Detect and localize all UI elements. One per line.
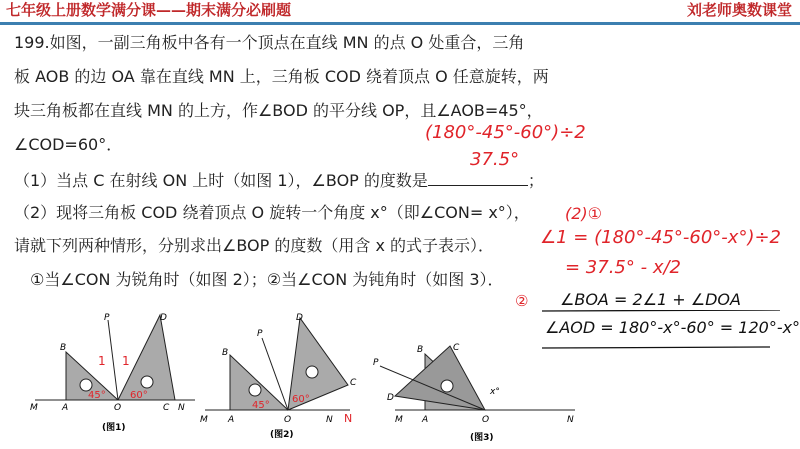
mark: 45°: [252, 400, 270, 411]
header: [0, 0, 800, 22]
caption: (图3): [470, 433, 494, 443]
label: C: [453, 343, 460, 353]
label: D: [296, 313, 303, 323]
question-2-line: （2）现将三角板 COD 绕着顶点 O 旋转一个角度 x°（即∠CON= x°），: [14, 203, 530, 222]
figure-3: [365, 340, 580, 448]
figure-1: [30, 310, 200, 445]
label: B: [222, 348, 229, 358]
label: N: [326, 415, 333, 425]
label: B: [417, 345, 424, 355]
handwritten-answer: 37.5°: [470, 149, 520, 170]
label: O: [482, 415, 490, 425]
problem-line: 199.如图，一副三角板中各有一个顶点在直线 MN 的点 O 处重合，三角: [14, 33, 525, 52]
handwritten-eq: ∠BOA = 2∠1 + ∠DOA: [560, 290, 741, 309]
label: C: [163, 403, 170, 413]
label: P: [104, 313, 110, 323]
handwritten-calc: (180°-45°-60°)÷2: [425, 122, 586, 143]
label: B: [60, 343, 67, 353]
label: x°: [490, 387, 500, 397]
handwritten-eq: = 37.5° - x/2: [565, 257, 681, 278]
handwritten-case-label: ②: [515, 292, 529, 310]
question-2-line: 请就下列两种情形，分别求出∠BOP 的度数（用含 x 的式子表示）．: [14, 236, 495, 255]
handwritten-eq: ∠AOD = 180°-x°-60° = 120°-x°: [545, 318, 800, 337]
label: P: [373, 358, 379, 368]
label: O: [114, 403, 122, 413]
question-2-line: ①当∠CON 为锐角时（如图 2）；②当∠CON 为钝角时（如图 3）．: [30, 270, 504, 289]
label: M: [30, 403, 38, 413]
mark: 60°: [292, 394, 310, 405]
mark: 45°: [88, 390, 106, 401]
label: O: [284, 415, 292, 425]
q1-suffix: ；: [527, 171, 544, 190]
label: N: [567, 415, 574, 425]
label: A: [422, 415, 429, 425]
mark: 60°: [130, 390, 148, 401]
header-divider: [0, 22, 800, 25]
label: C: [350, 378, 357, 388]
brand: 刘老师奥数课堂: [686, 1, 792, 19]
q1-text: （1）当点 C 在射线 ON 上时（如图 1），∠BOP 的度数是: [14, 171, 428, 190]
problem-line: 块三角板都在直线 MN 的上方，作∠BOD 的平分线 OP，且∠AOB=45°，: [14, 101, 543, 120]
mark: N: [344, 412, 353, 425]
caption: (图2): [270, 430, 294, 440]
answer-blank: [428, 171, 528, 186]
handwritten-eq: ∠1 = (180°-45°-60°-x°)÷2: [540, 227, 781, 248]
label: M: [395, 415, 403, 425]
handwritten-case-label: (2)①: [565, 204, 603, 223]
label: D: [160, 313, 167, 323]
problem-line: ∠COD=60°．: [14, 135, 123, 154]
label: P: [257, 329, 263, 339]
course-title: 七年级上册数学满分课——期末满分必刷题: [6, 1, 292, 19]
label: A: [228, 415, 235, 425]
mark: 1: [122, 354, 130, 368]
label: D: [387, 393, 394, 403]
caption: (图1): [102, 423, 126, 433]
mark: 1: [98, 354, 106, 368]
figure-2: [200, 310, 365, 445]
problem-line: 板 AOB 的边 OA 靠在直线 MN 上，三角板 COD 绕着顶点 O 任意旋转，两: [14, 67, 549, 86]
label: A: [62, 403, 69, 413]
question-1: [14, 171, 544, 190]
label: N: [178, 403, 185, 413]
label: M: [200, 415, 208, 425]
